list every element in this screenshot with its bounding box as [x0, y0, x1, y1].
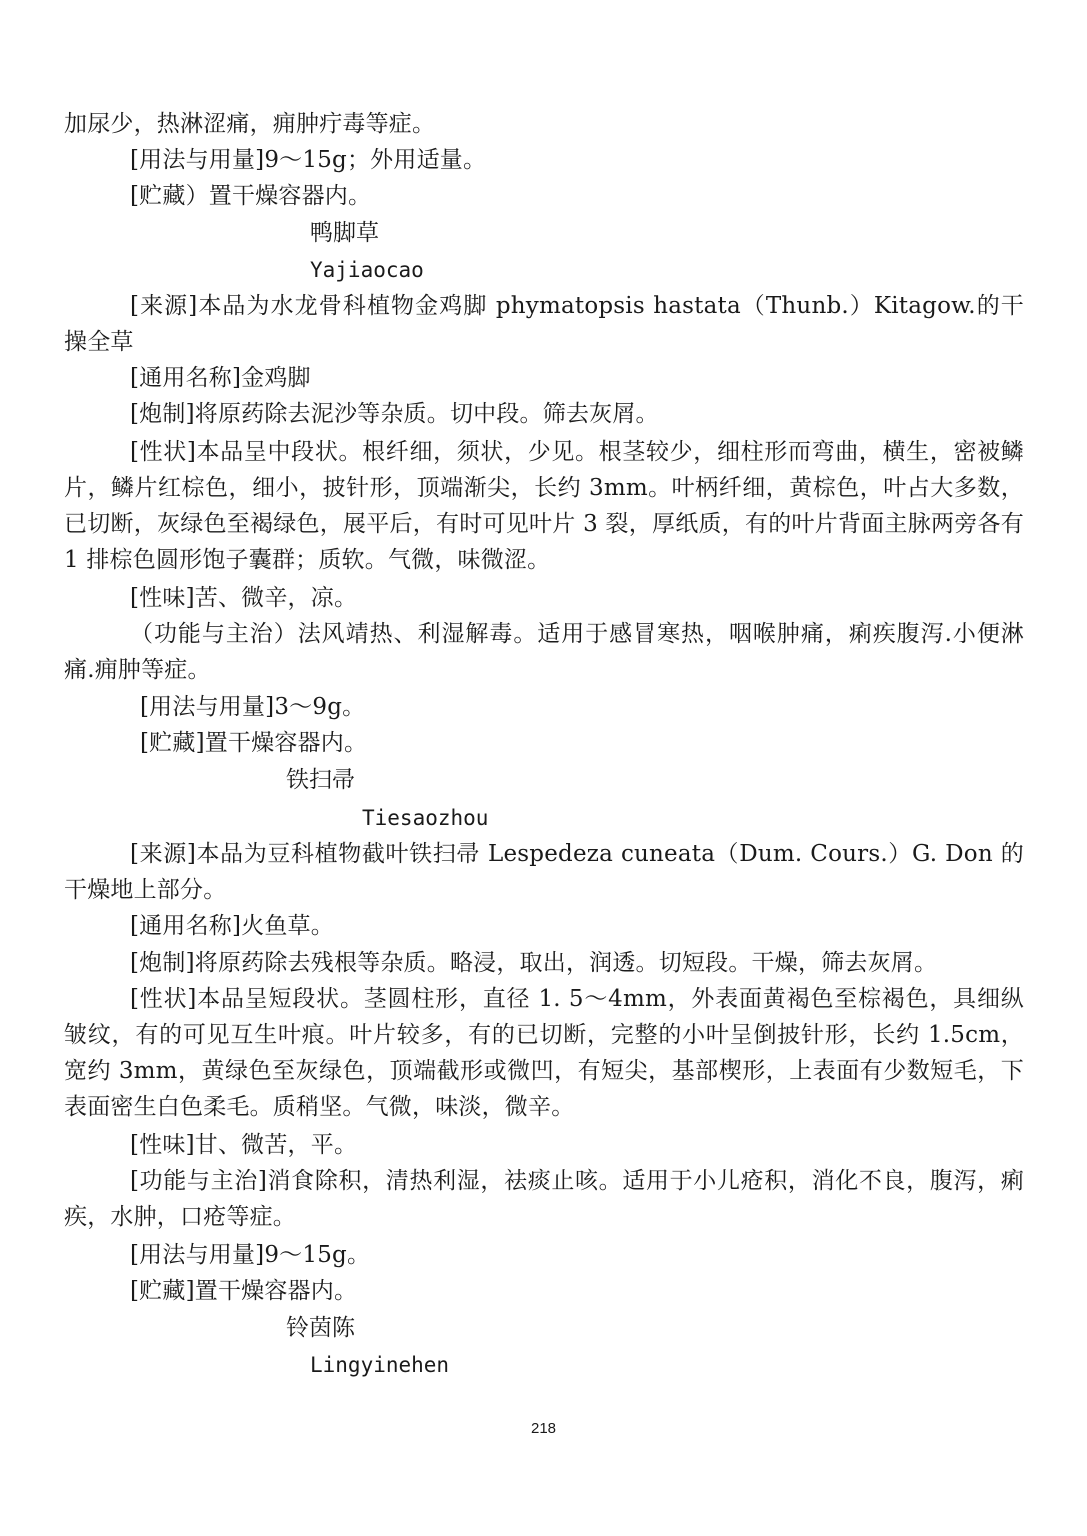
taste-line: [性味]苦、微辛，凉。 — [130, 585, 358, 611]
storage-line: [贮藏）置干燥容器内。 — [130, 183, 372, 209]
entry-title: 铃茵陈 — [286, 1315, 355, 1341]
dosage-line: [用法与用量]9～15g；外用适量。 — [130, 147, 487, 173]
taste-line: [性味]甘、微苦，平。 — [130, 1132, 358, 1158]
common-name-line: [通用名称]火鱼草。 — [130, 913, 334, 939]
entry-title: 铁扫帚 — [286, 767, 355, 793]
entry-pinyin: Yajiaocao — [310, 258, 424, 282]
entry-pinyin: Tiesaozhou — [362, 806, 489, 830]
paragraph-continuation: 加尿少，热淋涩痛，痈肿疔毒等症。 — [64, 111, 436, 137]
storage-line: [贮藏]置干燥容器内。 — [140, 730, 368, 756]
common-name-line: [通用名称]金鸡脚 — [130, 365, 311, 391]
function-paragraph: （功能与主治）法风靖热、利湿解毒。适用于感冒寒热，咽喉肿痛，痢疾腹泻.小便淋痛.痈肿等症。 — [64, 621, 1024, 683]
source-paragraph: [来源]本品为水龙骨科植物金鸡脚 phymatopsis hastata（Thunb.）Kitagow.的干操全草 — [64, 293, 1024, 355]
entry-title: 鸭脚草 — [310, 220, 379, 246]
storage-line: [贮藏]置干燥容器内。 — [130, 1278, 358, 1304]
processing-line: [炮制]将原药除去泥沙等杂质。切中段。筛去灰屑。 — [130, 401, 659, 427]
source-paragraph: [来源]本品为豆科植物截叶铁扫帚 Lespedeza cuneata（Dum. Cours.）G. Don 的干燥地上部分。 — [64, 841, 1024, 903]
entry-pinyin: Lingyinehen — [310, 1353, 450, 1377]
page-number: 218 — [530, 1420, 557, 1437]
function-paragraph: [功能与主治]消食除积，清热利湿，祛痰止咳。适用于小儿疮积，消化不良，腹泻，痢疾，水肿，口疮等症。 — [64, 1168, 1024, 1230]
processing-line: [炮制]将原药除去残根等杂质。略浸，取出，润透。切短段。干燥，筛去灰屑。 — [130, 950, 938, 976]
dosage-line: [用法与用量]3～9g。 — [140, 694, 366, 720]
traits-paragraph: [性状]本品呈中段状。根纤细，须状，少见。根茎较少，细柱形而弯曲，横生，密被鳞片，鳞片红棕色，细小，披针形，顶端渐尖，长约 3mm。叶柄纤细，黄棕色，叶占大多数，已切断，灰绿色至褐绿色，展平后，有时可见叶片 3 裂，厚纸质，有的叶片背面主脉两旁各有 1 排棕色圆形饱子囊群；质软。气微，味微涩。 — [64, 439, 1024, 573]
traits-paragraph: [性状]本品呈短段状。茎圆柱形，直径 1. 5～4mm，外表面黄褐色至棕褐色，具细纵皱纹，有的可见互生叶痕。叶片较多，有的已切断，完整的小叶呈倒披针形，长约 1.5cm，宽约 3mm，黄绿色至灰绿色，顶端截形或微凹，有短尖，基部楔形，上表面有少数短毛，下表面密生白色柔毛。质稍坚。气微，味淡，微辛。 — [64, 986, 1024, 1120]
dosage-line: [用法与用量]9～15g。 — [130, 1242, 371, 1268]
